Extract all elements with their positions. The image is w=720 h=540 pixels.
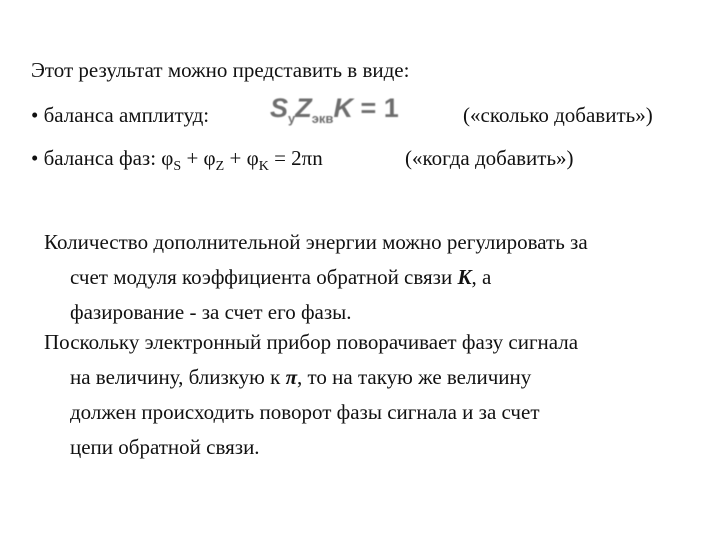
formula-z-sub: экв <box>311 111 334 126</box>
formula-k: K <box>333 93 353 123</box>
intro-text: Этот результат можно представить в виде: <box>31 58 410 82</box>
phase-balance-formula <box>31 146 323 179</box>
coefficient-k: K <box>457 265 472 289</box>
formula-rhs: = 1 <box>360 93 399 123</box>
phase-sub-s: S <box>173 159 182 174</box>
phase-plus-1: + φ <box>181 146 216 170</box>
amplitude-balance-label: • баланса амплитуд: <box>31 103 210 127</box>
paragraph-energy-line-3: фазирование - за счет его фазы. <box>70 300 352 324</box>
paragraph-energy-line-1: Количество дополнительной энергии можно регулировать за <box>44 230 588 254</box>
phase-label: • баланса фаз: φ <box>31 146 174 170</box>
paragraph-phase-line-1: Поскольку электронный прибор поворачивает фазу сигнала <box>44 330 579 354</box>
formula-s-sub: у <box>288 111 296 126</box>
formula-s: S <box>270 93 289 123</box>
phase-plus-2: + φ <box>224 146 259 170</box>
paragraph-phase-line-3: должен происходить поворот фазы сигнала и за счет <box>70 400 540 424</box>
paragraph-phase-shift <box>44 325 578 465</box>
amplitude-balance-formula <box>270 93 438 127</box>
phase-rhs: = 2πn <box>268 146 323 170</box>
phase-sub-z: Z <box>215 159 225 174</box>
phase-sub-k: K <box>258 159 269 174</box>
paragraph-phase-line-4: цепи обратной связи. <box>70 435 260 459</box>
paragraph-phase-line-2 <box>44 360 578 395</box>
paragraph-energy-line-2-a: счет модуля коэффициента обратной связи <box>70 265 458 289</box>
phase-balance-note: («когда добавить») <box>405 146 574 170</box>
paragraph-energy-line-2 <box>44 260 588 295</box>
paragraph-energy-line-2-b: , а <box>471 265 492 289</box>
paragraph-energy <box>44 225 588 330</box>
paragraph-phase-line-2-a: на величину, близкую к <box>70 365 286 389</box>
amplitude-balance-note: («сколько добавить») <box>463 103 653 127</box>
formula-z: Z <box>295 93 312 123</box>
pi-symbol: π <box>285 365 298 389</box>
paragraph-phase-line-2-b: , то на такую же величину <box>297 365 532 389</box>
